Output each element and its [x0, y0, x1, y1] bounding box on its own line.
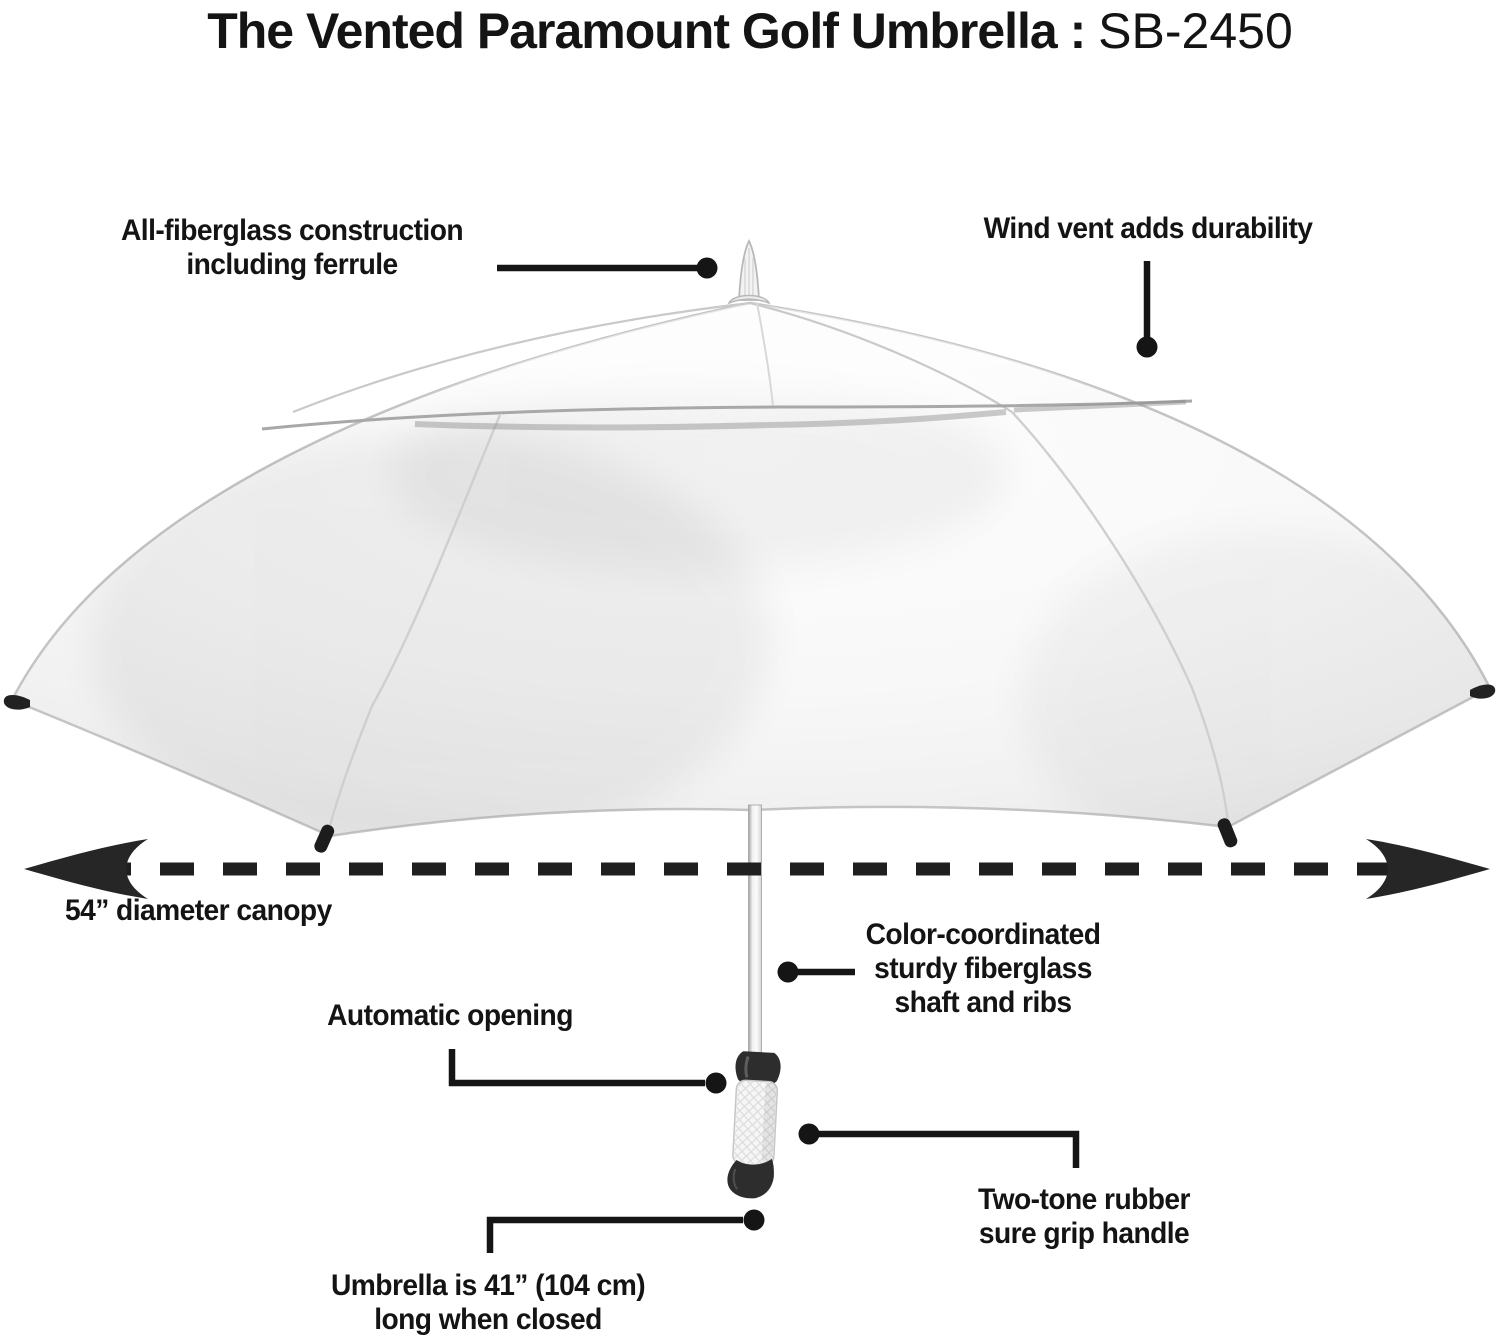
connector-handle — [819, 1134, 1076, 1168]
connector-length — [490, 1220, 743, 1253]
callout-shaft-line-3: shaft and ribs — [894, 986, 1072, 1019]
dot-wind-vent — [1137, 337, 1158, 358]
callout-wind-vent-line-1: Wind vent adds durability — [983, 212, 1313, 245]
callout-length-line-2: long when closed — [374, 1303, 602, 1336]
umbrella-shaft — [749, 805, 762, 1060]
callout-shaft-line-1: Color-coordinated — [865, 918, 1101, 951]
callout-handle-line-1: Two-tone rubber — [978, 1183, 1190, 1216]
callout-ferrule-line-1: All-fiberglass construction — [120, 214, 464, 247]
callout-shaft-line-2: sturdy fiberglass — [874, 952, 1092, 985]
dot-handle — [799, 1124, 820, 1145]
callout-diameter-line-1: 54” diameter canopy — [65, 894, 332, 927]
dot-automatic — [706, 1073, 727, 1094]
callout-automatic-line-1: Automatic opening — [327, 999, 573, 1032]
product-model-number: SB-2450 — [1098, 3, 1293, 59]
connector-automatic — [452, 1049, 705, 1083]
dot-ferrule — [697, 258, 718, 279]
callout-ferrule-line-2: including ferrule — [186, 248, 398, 281]
callout-length-line-1: Umbrella is 41” (104 cm) — [330, 1269, 646, 1302]
page-title-main: The Vented Paramount Golf Umbrella : — [207, 3, 1086, 59]
ferrule-base — [729, 296, 769, 304]
dot-length — [744, 1210, 765, 1231]
dot-shaft — [778, 962, 799, 983]
umbrella-handle — [726, 1051, 781, 1200]
callout-handle-line-2: sure grip handle — [978, 1217, 1190, 1250]
